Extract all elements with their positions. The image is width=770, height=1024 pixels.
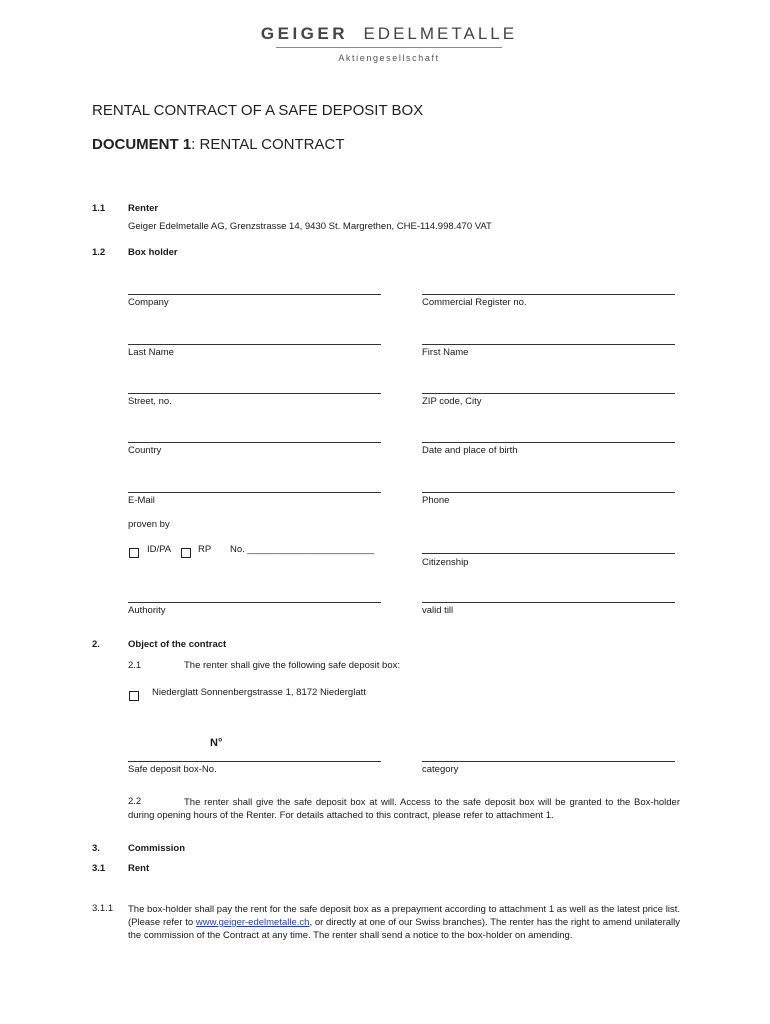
rp-label: RP bbox=[198, 544, 212, 555]
category-label: category bbox=[422, 764, 459, 775]
box-number-symbol: N° bbox=[210, 737, 223, 749]
section-3-1-1-text bbox=[128, 903, 680, 942]
zip-city-label: ZIP code, City bbox=[422, 396, 482, 407]
street-label: Street, no. bbox=[128, 396, 172, 407]
location-label: Niederglatt Sonnenbergstrasse 1, 8172 Niederglatt bbox=[152, 687, 366, 698]
logo-part2: EDELMETALLE bbox=[363, 24, 518, 43]
section-1-1-heading: Renter bbox=[128, 203, 159, 214]
last-name-label: Last Name bbox=[128, 347, 174, 358]
street-field[interactable] bbox=[128, 393, 381, 394]
renter-details: Geiger Edelmetalle AG, Grenzstrasse 14, 9430 St. Margrethen, CHE-114.998.470 VAT bbox=[128, 221, 492, 232]
section-2-1-text: The renter shall give the following safe deposit box: bbox=[184, 660, 400, 671]
email-field[interactable] bbox=[128, 492, 381, 493]
zip-city-field[interactable] bbox=[422, 393, 675, 394]
email-label: E-Mail bbox=[128, 495, 155, 506]
section-1-1-number: 1.1 bbox=[92, 203, 106, 214]
section-2-number: 2. bbox=[92, 639, 100, 650]
location-checkbox[interactable] bbox=[129, 688, 139, 706]
section-1-2-heading: Box holder bbox=[128, 247, 178, 258]
valid-till-label: valid till bbox=[422, 605, 454, 616]
company-field[interactable] bbox=[128, 294, 381, 295]
document-number-field[interactable]: No. ________________________ bbox=[230, 544, 375, 555]
company-logo bbox=[0, 24, 770, 44]
website-link[interactable]: www.geiger-edelmetalle.ch bbox=[195, 917, 310, 928]
rent-text-part1: The box-holder shall pay the rent for the safe deposit box as a prepayment according to attachment 1 as well as the latest price list. (Please refer to bbox=[128, 904, 680, 928]
section-3-heading: Commission bbox=[128, 843, 186, 854]
proven-by-label: proven by bbox=[128, 519, 170, 530]
authority-field[interactable] bbox=[128, 602, 381, 603]
section-3-number: 3. bbox=[92, 843, 100, 854]
document-title bbox=[92, 136, 345, 153]
section-2-2-text: The renter shall give the safe deposit box at will. Access to the safe deposit box will be granted to the Box-holder during opening hours of the Renter. For details attached to this contract, please refer to attachment 1. bbox=[128, 797, 680, 821]
commercial-register-field[interactable] bbox=[422, 294, 675, 295]
phone-field[interactable] bbox=[422, 492, 675, 493]
safe-deposit-box-no-field[interactable] bbox=[128, 761, 381, 762]
section-2-2-number: 2.2 bbox=[128, 796, 142, 807]
citizenship-label: Citizenship bbox=[422, 557, 469, 568]
logo-divider bbox=[276, 47, 502, 48]
document-title-bold: DOCUMENT 1 bbox=[92, 136, 192, 153]
logo-subtitle: Aktiengesellschaft bbox=[338, 53, 440, 63]
logo-part1: GEIGER bbox=[260, 24, 349, 43]
checkbox-square bbox=[129, 548, 139, 558]
checkbox-square bbox=[181, 548, 191, 558]
commercial-register-label: Commercial Register no. bbox=[422, 297, 527, 308]
country-label: Country bbox=[128, 445, 162, 456]
phone-label: Phone bbox=[422, 495, 450, 506]
category-field[interactable] bbox=[422, 761, 675, 762]
section-2-heading: Object of the contract bbox=[128, 639, 227, 650]
section-3-1-number: 3.1 bbox=[92, 863, 106, 874]
section-3-1-1-number: 3.1.1 bbox=[92, 903, 114, 914]
citizenship-field[interactable] bbox=[422, 553, 675, 554]
checkbox-square bbox=[129, 691, 139, 701]
document-title-rest: : RENTAL CONTRACT bbox=[191, 136, 345, 153]
page-title: RENTAL CONTRACT OF A SAFE DEPOSIT BOX bbox=[92, 102, 424, 119]
valid-till-field[interactable] bbox=[422, 602, 675, 603]
first-name-field[interactable] bbox=[422, 344, 675, 345]
company-label: Company bbox=[128, 297, 169, 308]
rent-text-part2: , or directly at one of our Swiss branches). The renter has the right to amend unilaterally the commission of the Contract at any time. The renter shall send a notice to the box-holder on amending. bbox=[128, 917, 680, 941]
dob-place-field[interactable] bbox=[422, 442, 675, 443]
last-name-field[interactable] bbox=[128, 344, 381, 345]
dob-place-label: Date and place of birth bbox=[422, 445, 518, 456]
section-3-1-heading: Rent bbox=[128, 863, 150, 874]
safe-deposit-box-no-label: Safe deposit box-No. bbox=[128, 764, 217, 775]
section-2-1-number: 2.1 bbox=[128, 660, 142, 671]
section-1-2-number: 1.2 bbox=[92, 247, 106, 258]
rp-checkbox[interactable] bbox=[181, 545, 191, 563]
country-field[interactable] bbox=[128, 442, 381, 443]
first-name-label: First Name bbox=[422, 347, 469, 358]
authority-label: Authority bbox=[128, 605, 166, 616]
id-pa-checkbox[interactable] bbox=[129, 545, 139, 563]
id-pa-label: ID/PA bbox=[147, 544, 172, 555]
